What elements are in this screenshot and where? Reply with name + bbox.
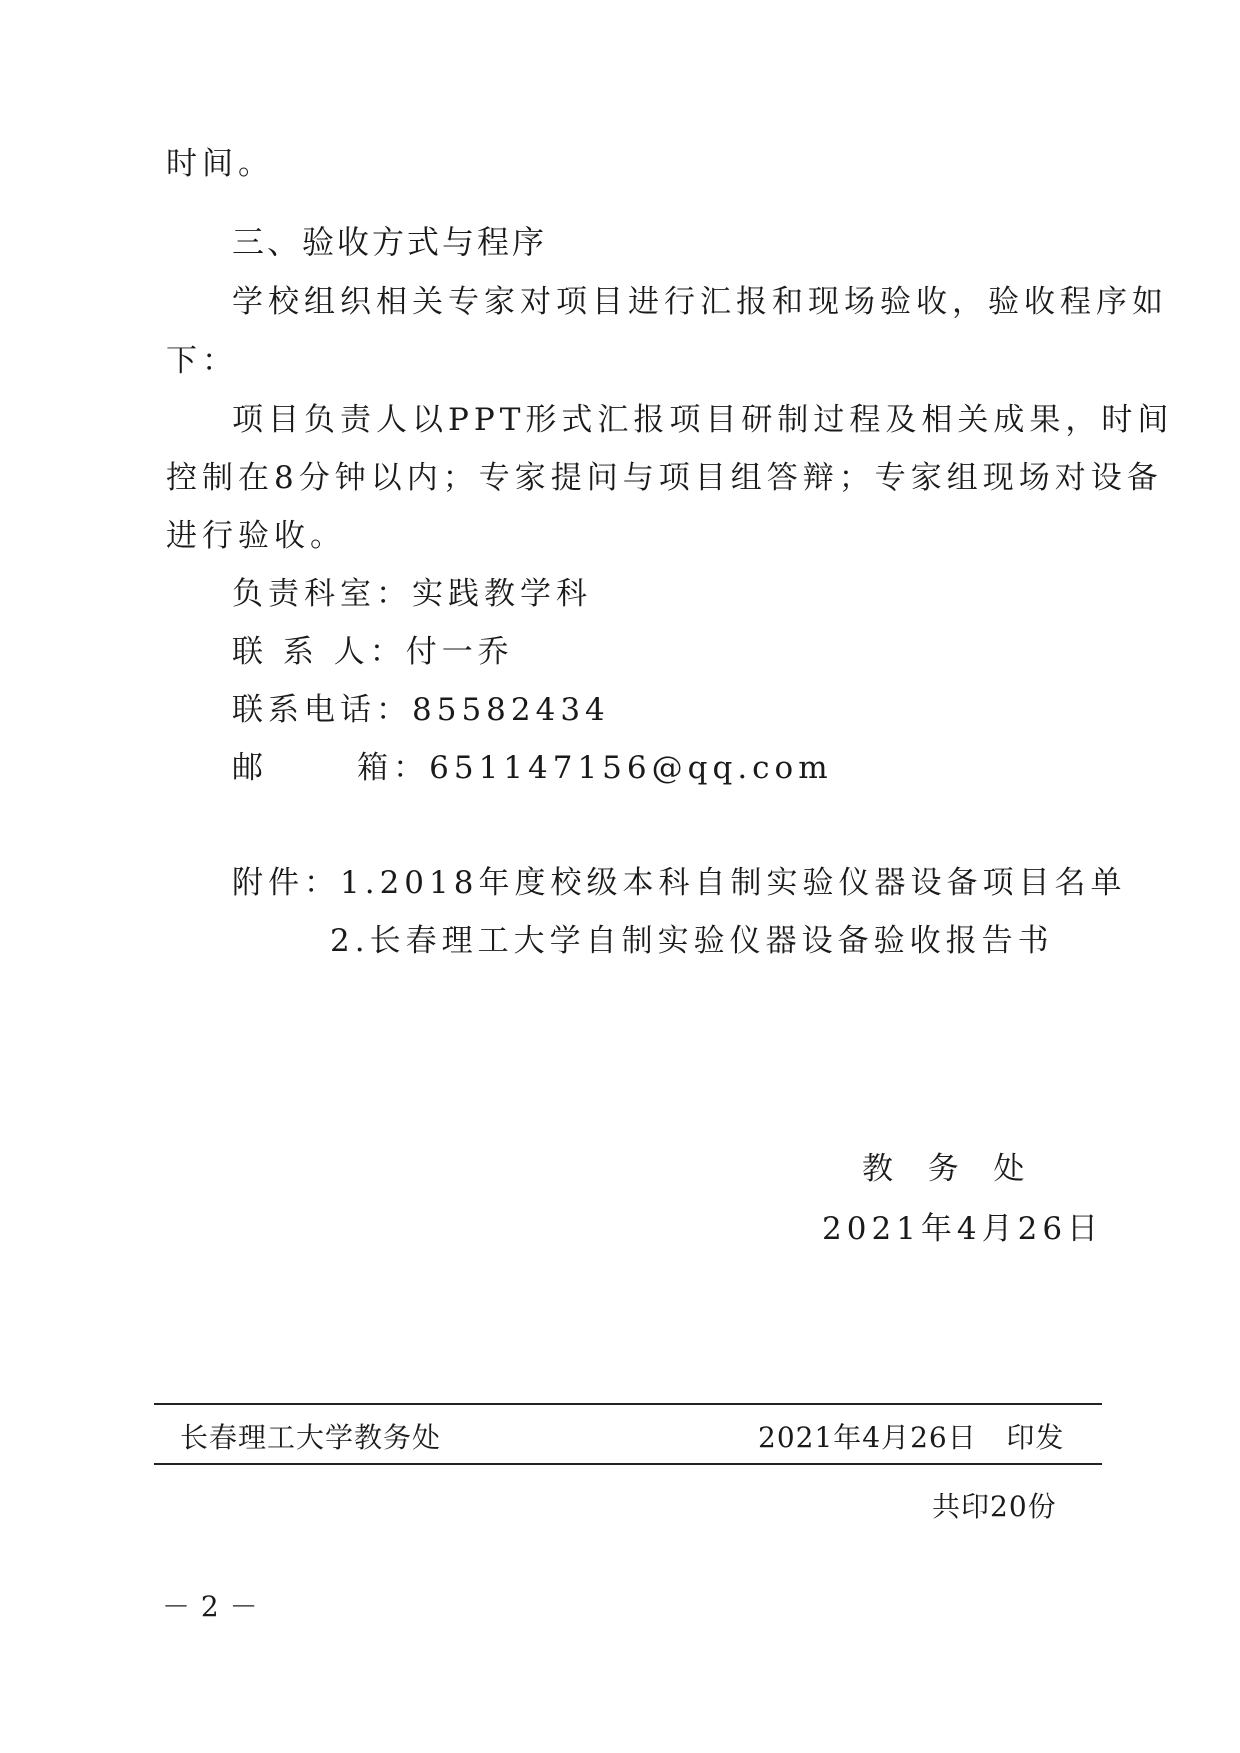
- footer-bottom-rule: [154, 1463, 1102, 1465]
- footer-copies: 共印20份: [932, 1490, 1057, 1523]
- footer-issuer: 长春理工大学教务处: [180, 1421, 442, 1454]
- contact-email: 邮 箱：651147156@qq.com: [232, 750, 833, 786]
- paragraph-line: 项目负责人以PPT形式汇报项目研制过程及相关成果，时间: [232, 402, 1174, 438]
- paragraph-line: 学校组织相关专家对项目进行汇报和现场验收，验收程序如: [232, 284, 1168, 320]
- contact-office: 负责科室：实践教学科: [232, 576, 592, 612]
- contact-phone: 联系电话：85582434: [232, 692, 610, 728]
- section-heading: 三、验收方式与程序: [232, 223, 548, 261]
- attachment-item: 2.长春理工大学自制实验仪器设备验收报告书: [330, 923, 1054, 959]
- paragraph-line: 时间。: [166, 146, 274, 182]
- signature-date: 2021年4月26日: [822, 1211, 1104, 1247]
- signature-org: 教 务 处: [862, 1151, 1030, 1187]
- attachment-item: 附件：1.2018年度校级本科自制实验仪器设备项目名单: [232, 865, 1127, 901]
- footer-top-rule: [154, 1403, 1102, 1405]
- page-number: － 2 －: [162, 1590, 259, 1623]
- paragraph-line: 进行验收。: [166, 518, 346, 554]
- paragraph-line: 控制在8分钟以内；专家提问与项目组答辩；专家组现场对设备: [166, 460, 1163, 496]
- footer-issue-date: 2021年4月26日 印发: [758, 1421, 1065, 1454]
- paragraph-line: 下：: [166, 343, 238, 379]
- contact-person: 联 系 人：付一乔: [232, 634, 514, 670]
